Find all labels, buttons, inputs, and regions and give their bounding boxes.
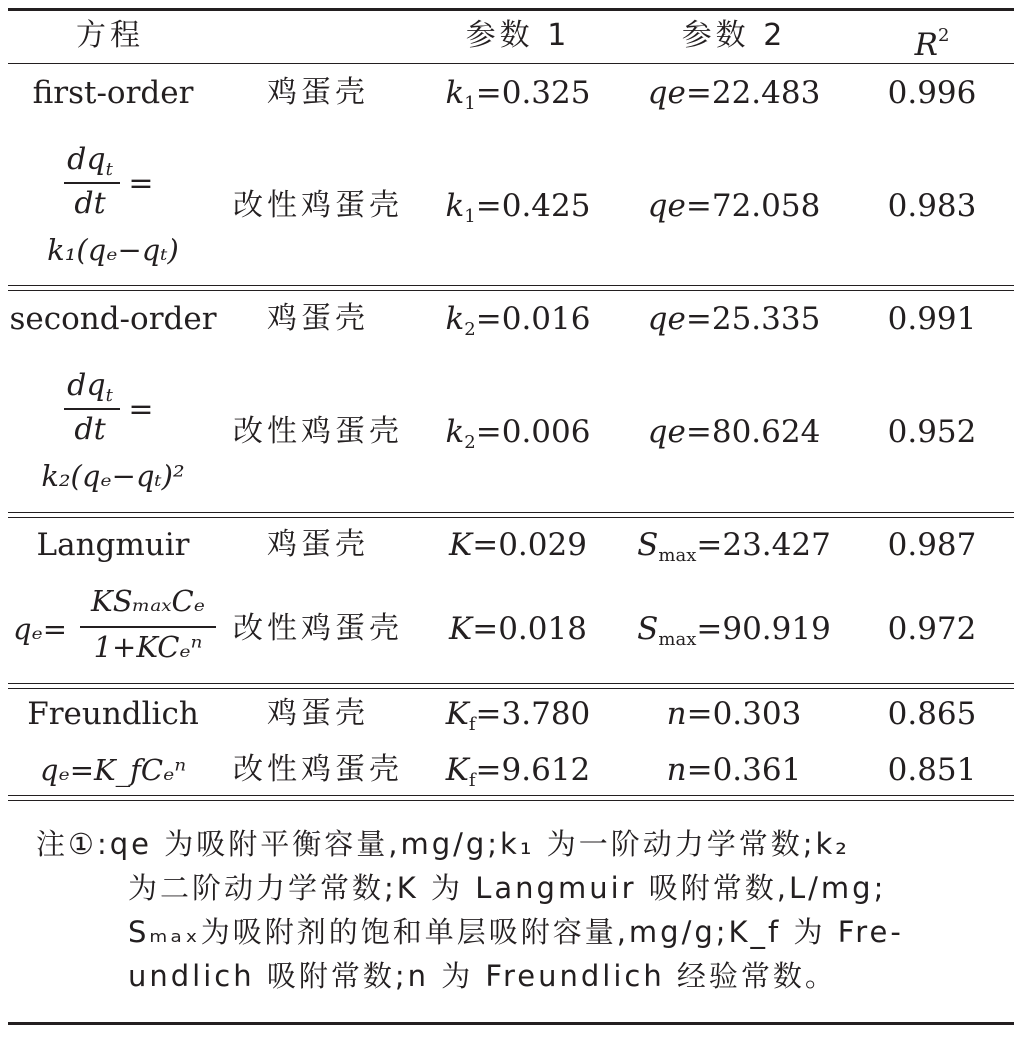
fraction-bar bbox=[64, 408, 120, 410]
param1-cell: $K_f=3.780$ bbox=[445, 696, 591, 735]
group-divider-4b bbox=[8, 800, 1014, 801]
param1-cell: $k_2=0.006$ bbox=[445, 414, 591, 453]
footnote-line-4: undlich 吸附常数;n 为 Freundlich 经验常数。 bbox=[128, 959, 837, 993]
r2-cell: 0.972 bbox=[887, 611, 977, 647]
param2-cell: n=0.303 bbox=[666, 696, 802, 732]
param1-cell: $k_1=0.325$ bbox=[445, 75, 591, 114]
header-param1: 参数 1 bbox=[465, 18, 571, 53]
fraction-numerator: $dq_t$ bbox=[67, 368, 113, 406]
group-divider-1b bbox=[8, 290, 1014, 291]
footnote-line-1: 注①:qe 为吸附平衡容量,mg/g;k₁ 为一阶动力学常数;k₂ bbox=[36, 827, 850, 861]
formula-equals: = bbox=[128, 166, 154, 201]
param1-cell: $K_f=9.612$ bbox=[445, 752, 591, 791]
header-equation: 方程 bbox=[76, 18, 144, 53]
group-divider-3a bbox=[8, 683, 1014, 684]
formula-fraction bbox=[60, 142, 130, 222]
footnote-line-2: 为二阶动力学常数;K 为 Langmuir 吸附常数,L/mg; bbox=[128, 871, 887, 905]
group-divider-2a bbox=[8, 512, 1014, 513]
footnote-line-3: Sₘₐₓ为吸附剂的饱和单层吸附容量,mg/g;K_f 为 Fre- bbox=[128, 915, 904, 949]
formula-equals: = bbox=[128, 392, 154, 427]
param1-cell: $k_1=0.425$ bbox=[445, 188, 591, 227]
model-name: Freundlich bbox=[27, 696, 199, 732]
model-name: Langmuir bbox=[36, 527, 190, 563]
header-param2: 参数 2 bbox=[681, 18, 787, 53]
formula-tail: k₂(qₑ−qₜ)² bbox=[41, 459, 185, 493]
param2-cell: qe=22.483 bbox=[647, 75, 821, 111]
r2-cell: 0.952 bbox=[887, 414, 977, 450]
r2-cell: 0.987 bbox=[887, 527, 977, 563]
material-cell: 改性鸡蛋壳 bbox=[233, 611, 403, 646]
material-cell: 改性鸡蛋壳 bbox=[233, 414, 403, 449]
header-rule bbox=[8, 63, 1014, 64]
param2-cell: qe=72.058 bbox=[647, 188, 821, 224]
formula-tail: k₁(qₑ−qₜ) bbox=[47, 233, 179, 267]
r2-cell: 0.991 bbox=[887, 301, 977, 337]
material-cell: 鸡蛋壳 bbox=[267, 696, 369, 731]
param1-cell: $k_2=0.016$ bbox=[445, 301, 591, 340]
param2-cell: n=0.361 bbox=[666, 752, 802, 788]
bottom-rule bbox=[8, 1022, 1014, 1025]
formula-fraction bbox=[78, 584, 218, 668]
group-divider-1a bbox=[8, 285, 1014, 286]
fraction-denominator: 1+KCₑⁿ bbox=[93, 630, 203, 664]
group-divider-2b bbox=[8, 517, 1014, 518]
group-divider-3b bbox=[8, 688, 1014, 689]
fraction-numerator: $dq_t$ bbox=[67, 142, 113, 180]
param2-cell: qe=25.335 bbox=[647, 301, 821, 337]
model-name: second-order bbox=[9, 301, 217, 337]
formula: qₑ=K_fCₑⁿ bbox=[39, 753, 187, 787]
fraction-bar bbox=[80, 626, 216, 628]
formula-lhs: qₑ= bbox=[12, 612, 68, 646]
fraction-numerator: KSₘₐₓCₑ bbox=[91, 584, 205, 618]
param1-cell: K=0.029 bbox=[449, 527, 587, 563]
header-r2: $R^2$ bbox=[914, 25, 950, 63]
fraction-denominator: dt bbox=[74, 186, 106, 221]
r2-cell: 0.851 bbox=[887, 752, 977, 788]
fraction-bar bbox=[64, 182, 120, 184]
r2-cell: 0.983 bbox=[887, 188, 977, 224]
r2-cell: 0.996 bbox=[887, 75, 977, 111]
top-rule bbox=[8, 8, 1014, 11]
formula-fraction bbox=[60, 368, 130, 448]
material-cell: 改性鸡蛋壳 bbox=[233, 188, 403, 223]
param2-cell: $S_{max}=90.919$ bbox=[637, 611, 831, 650]
material-cell: 鸡蛋壳 bbox=[267, 75, 369, 110]
material-cell: 改性鸡蛋壳 bbox=[233, 752, 403, 787]
fraction-denominator: dt bbox=[74, 412, 106, 447]
material-cell: 鸡蛋壳 bbox=[267, 301, 369, 336]
model-name: first-order bbox=[32, 75, 194, 111]
param2-cell: qe=80.624 bbox=[647, 414, 821, 450]
material-cell: 鸡蛋壳 bbox=[267, 527, 369, 562]
param1-cell: K=0.018 bbox=[449, 611, 587, 647]
param2-cell: $S_{max}=23.427$ bbox=[637, 527, 831, 566]
r2-cell: 0.865 bbox=[887, 696, 977, 732]
